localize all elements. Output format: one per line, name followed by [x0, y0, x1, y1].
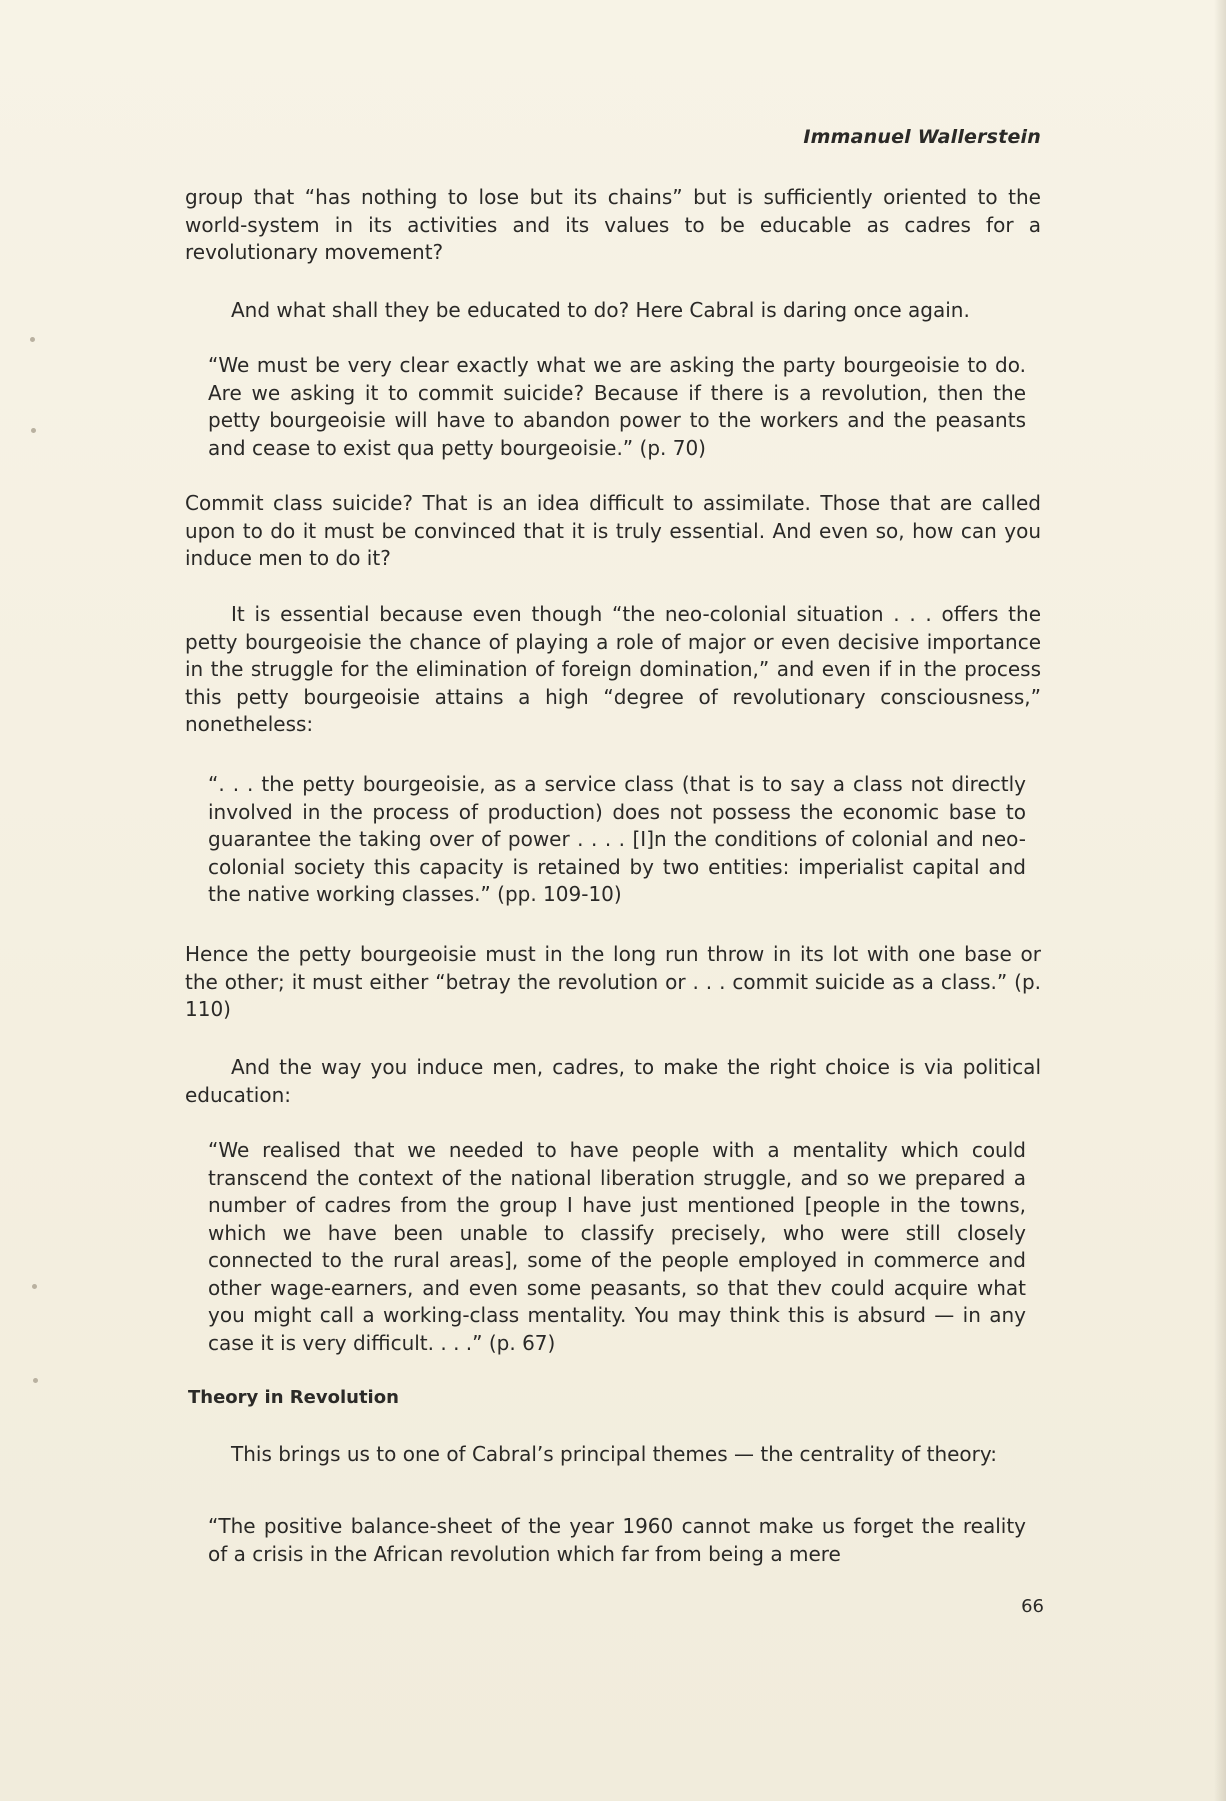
paragraph: group that “has nothing to lose but its chains” but is sufficiently oriented to the world-system in its activities and its values to be educable as cadres for a revolutionary movement?	[185, 185, 1041, 264]
paragraph: And the way you induce men, cadres, to make the right choice is via political education:	[185, 1055, 1041, 1107]
section-heading: Theory in Revolution	[188, 1387, 399, 1408]
paper-speck	[31, 428, 36, 433]
paragraph: It is essential because even though “the neo-colonial situation . . . offers the petty bourgeoisie the chance of playing a role of major or even decisive importance in the struggle for the elimination of foreign domination,” and even if in the process this petty bourgeoisie attains a high “degree of revolutionary consciousness,” nonetheless:	[185, 602, 1041, 736]
block-quote: “. . . the petty bourgeoisie, as a service class (that is to say a class not directly involved in the process of production) does not possess the economic base to guarantee the taking over of power . . . . [I]n the conditions of colonial and neo-colonial society this capacity is retained by two entities: imperialist capital and the native working classes.” (pp. 109-10)	[208, 772, 1026, 906]
running-head-author: Immanuel Wallerstein	[803, 126, 1041, 148]
block-quote: “We must be very clear exactly what we are asking the party bourgeoisie to do. Are we asking it to commit suicide? Because if there is a revolution, then the petty bourgeoisie will have to abandon power to the workers and the peasants and cease to exist qua petty bourgeoisie.” (p. 70)	[208, 353, 1026, 460]
paper-speck	[33, 1378, 38, 1383]
block-quote: “We realised that we needed to have people with a mentality which could transcend the context of the national liberation struggle, and so we prepared a number of cadres from the group I have just mentioned [people in the towns, which we have been unable to classify precisely, who were still closely connected to the rural areas], some of the people employed in commerce and other wage-earners, and even some peasants, so that thev could acquire what you might call a working-class mentality. You may think this is absurd — in any case it is very difficult. . . .” (p. 67)	[208, 1138, 1026, 1355]
paragraph: And what shall they be educated to do? Here Cabral is daring once again.	[231, 298, 970, 322]
paragraph: This brings us to one of Cabral’s principal themes — the centrality of theory:	[231, 1442, 998, 1466]
block-quote: “The positive balance-sheet of the year 1960 cannot make us forget the reality of a crisis in the African revolution which far from being a mere	[208, 1514, 1026, 1566]
paper-speck	[30, 337, 35, 342]
page-number: 66	[1021, 1596, 1044, 1617]
paragraph: Commit class suicide? That is an idea difficult to assimilate. Those that are called upon to do it must be convinced that it is truly essential. And even so, how can you induce men to do it?	[185, 491, 1041, 570]
paragraph: Hence the petty bourgeoisie must in the long run throw in its lot with one base or the other; it must either “betray the revolution or . . . commit suicide as a class.” (p. 110)	[185, 942, 1041, 1021]
paper-speck	[32, 1284, 37, 1289]
page-edge-shadow	[1214, 0, 1226, 1801]
